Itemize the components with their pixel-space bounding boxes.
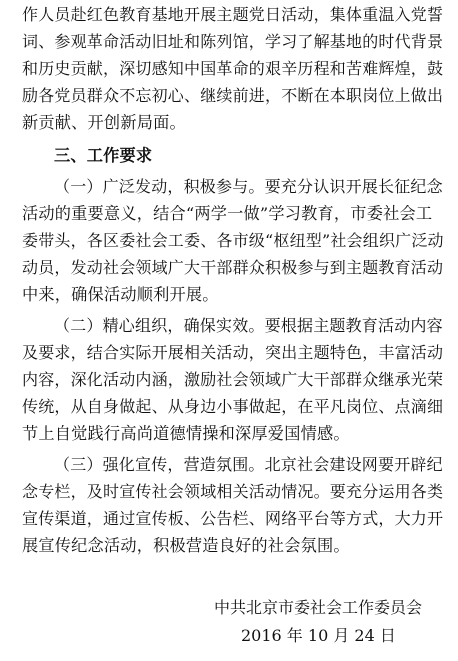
item3-line-2: 念专栏，及时宣传社会领域相关活动情况。要充分运用各类: [22, 482, 444, 501]
intro-line-4: 励各党员群众不忘初心、继续前进，不断在本职岗位上做出: [22, 86, 444, 105]
intro-line-5: 新贡献、开创新局面。: [22, 113, 186, 132]
signature-date: 2016 年 10 月 24 日: [241, 626, 396, 645]
item2-line-4: 传统，从自身做起、从身边小事做起，在平凡岗位、点滴细: [22, 397, 444, 416]
item3-line-1: （三）强化宣传，营造氛围。北京社会建设网要开辟纪: [54, 455, 443, 474]
intro-line-2: 词、参观革命活动旧址和陈列馆，学习了解基地的时代背景: [22, 32, 444, 51]
item2-line-5: 节上自觉践行高尚道德情操和深厚爱国情感。: [22, 424, 350, 443]
intro-line-1: 作人员赴红色教育基地开展主题党日活动，集体重温入党誓: [22, 5, 444, 24]
item2-line-2: 及要求，结合实际开展相关活动，突出主题特色，丰富活动: [22, 343, 444, 362]
item1-line-1: （一）广泛发动，积极参与。要充分认识开展长征纪念: [54, 177, 443, 196]
item3-line-3: 宣传渠道，通过宣传板、公告栏、网络平台等方式，大力开: [22, 509, 444, 528]
item1-line-2: 活动的重要意义，结合“两学一做”学习教育，市委社会工: [22, 204, 433, 223]
item1-line-5: 中来，确保活动顺利开展。: [22, 285, 219, 304]
item2-line-1: （二）精心组织，确保实效。要根据主题教育活动内容: [54, 316, 443, 335]
intro-line-3: 和历史贡献，深切感知中国革命的艰辛历程和苦难辉煌，鼓: [22, 59, 444, 78]
item3-line-4: 展宣传纪念活动，积极营造良好的社会氛围。: [22, 536, 350, 555]
item1-line-4: 动员，发动社会领域广大干部群众积极参与到主题教育活动: [22, 258, 444, 277]
item1-line-3: 委带头，各区委社会工委、各市级“枢纽型”社会组织广泛动: [22, 231, 444, 250]
item2-line-3: 内容，深化活动内涵，激励社会领域广大干部群众继承光荣: [22, 370, 444, 389]
signature-organization: 中共北京市委社会工作委员会: [214, 598, 423, 617]
section-heading: 三、工作要求: [54, 146, 153, 165]
